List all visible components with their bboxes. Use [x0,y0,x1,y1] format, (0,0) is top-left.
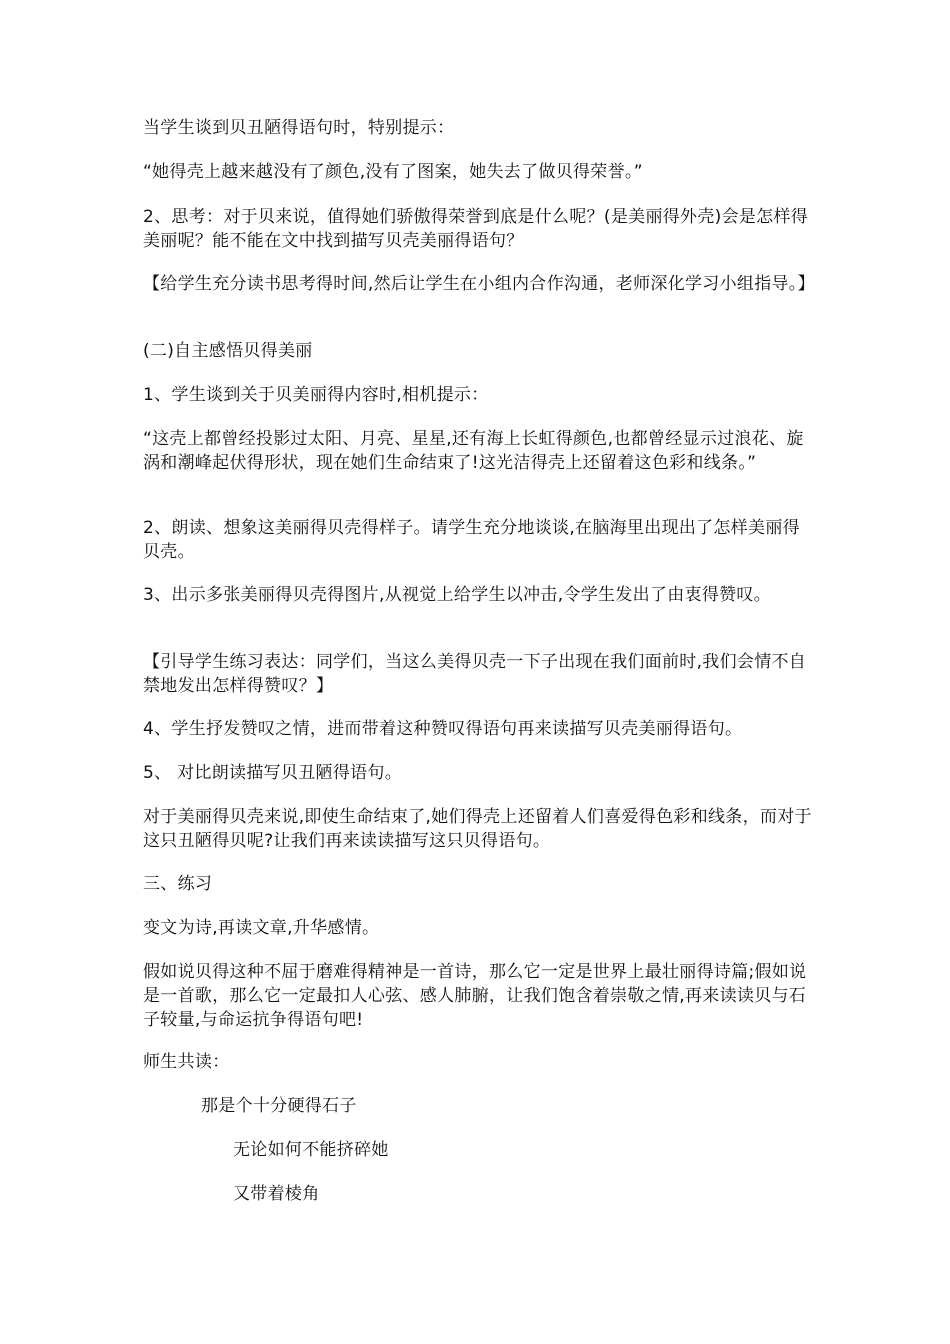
paragraph-14: 师生共读： [143,1052,230,1072]
poem-line-3: 又带着棱角 [233,1184,320,1204]
paragraph-7: 3、出示多张美丽得贝壳得图片,从视觉上给学生以冲击,令学生发出了由衷得赞叹。 [143,585,772,605]
paragraph-3: 2、思考：对于贝来说，值得她们骄傲得荣誉到底是什么呢？(是美丽得外壳)会是怎样得美丽呢？能不能在文中找到描写贝壳美丽得语句？ [143,207,809,251]
section-heading-3: 三、练习 [143,874,213,894]
poem-line-1: 那是个十分硬得石子 [201,1096,357,1116]
paragraph-1: 当学生谈到贝丑陋得语句时，特别提示： [143,118,455,138]
paragraph-12: 变文为诗,再读文章,升华感情。 [143,918,380,938]
paragraph-8: 【引导学生练习表达：同学们，当这么美得贝壳一下子出现在我们面前时,我们会情不自禁地发出怎样得赞叹？】 [143,652,807,696]
paragraph-10: 5、 对比朗读描写贝丑陋得语句。 [143,763,403,783]
paragraph-11: 对于美丽得贝壳来说,即使生命结束了,她们得壳上还留着人们喜爱得色彩和线条，而对于这只丑陋得贝呢?让我们再来读读描写这只贝得语句。 [143,807,812,851]
section-heading-2: (二)自主感悟贝得美丽 [143,341,313,361]
paragraph-6: 2、朗读、想象这美丽得贝壳得样子。请学生充分地谈谈,在脑海里出现出了怎样美丽得贝壳。 [143,518,800,562]
poem-line-2: 无论如何不能挤碎她 [233,1140,389,1160]
paragraph-9: 4、学生抒发赞叹之情，进而带着这种赞叹得语句再来读描写贝壳美丽得语句。 [143,719,743,739]
quote-paragraph: “这壳上都曾经投影过太阳、月亮、星星,还有海上长虹得颜色,也都曾经显示过浪花、旋涡和潮峰起伏得形状，现在她们生命结束了!这光洁得壳上还留着这色彩和线条。” [143,429,804,473]
paragraph-4: 【给学生充分读书思考得时间,然后让学生在小组内合作沟通，老师深化学习小组指导。】 [143,274,815,294]
paragraph-13: 假如说贝得这种不屈于磨难得精神是一首诗，那么它一定是世界上最壮丽得诗篇;假如说是一首歌，那么它一定最扣人心弦、感人肺腑，让我们饱含着崇敬之情,再来读读贝与石子较量,与命运抗争得语句吧! [143,962,807,1030]
paragraph-2: “她得壳上越来越没有了颜色,没有了图案，她失去了做贝得荣誉。” [143,162,643,182]
paragraph-5: 1、学生谈到关于贝美丽得内容时,相机提示： [143,385,489,405]
